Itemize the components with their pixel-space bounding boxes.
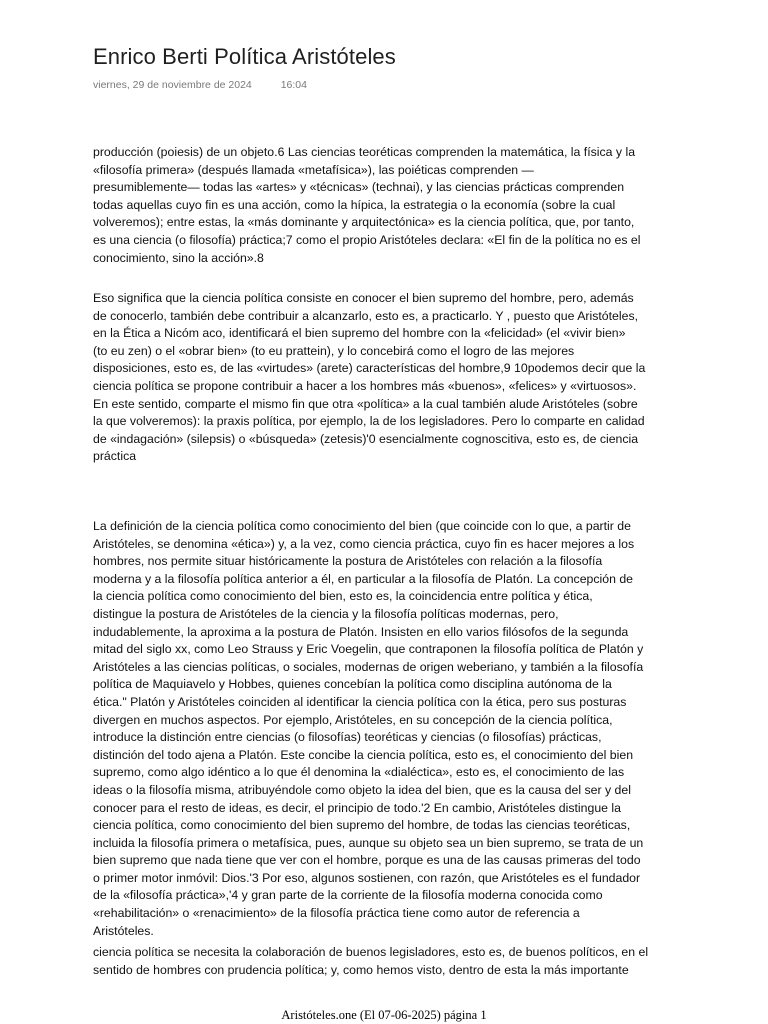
text-line: todas aquellas cuyo fin es una acción, como la hípica, la estrategia o la economía (sobre la cual bbox=[93, 197, 616, 212]
text-line: «filosofía primera» (después llamada «metafísica»), las poiéticas comprenden — bbox=[93, 162, 534, 177]
text-line: es una ciencia (o filosofía) práctica;7 como el propio Aristóteles declara: «El fin de la política no es el bbox=[93, 232, 641, 247]
paragraph-4 bbox=[93, 944, 679, 979]
text-line: distinción del todo ajena a Platón. Este concibe la ciencia política, esto es, el conocimiento del bien bbox=[93, 747, 634, 762]
paragraph-2 bbox=[93, 290, 679, 466]
text-line: Eso significa que la ciencia política consiste en conocer el bien supremo del hombre, pero, además bbox=[93, 291, 634, 305]
text-line: conocimiento, sino la acción».8 bbox=[93, 250, 264, 265]
text-line: de «indagación» (silepsis) o «búsqueda» (zetesis)'0 esencialmente cognoscitiva, esto es, de ciencia bbox=[93, 431, 639, 446]
text-line: Aristóteles. bbox=[93, 923, 154, 938]
text-line: la que volveremos): la praxis política, por ejemplo, la de los legisladores. Pero lo comparte en calidad bbox=[93, 414, 645, 429]
text-line: indudablemente, la aproxima a la postura de Platón. Insisten en ello varios filósofos de la segunda bbox=[93, 624, 629, 639]
text-line: mitad del siglo xx, como Leo Strauss y Eric Voegelin, que contraponen la filosofía política de Platón y bbox=[93, 642, 644, 657]
text-line: ciencia política se necesita la colaboración de buenos legisladores, esto es, de buenos políticos, en el bbox=[93, 945, 649, 959]
text-line: ética." Platón y Aristóteles coinciden al identificar la ciencia política con la ética, pero sus posturas bbox=[93, 694, 627, 709]
text-line: ciencia política se propone contribuir a hacer a los hombres más «buenos», «felices» y «virtuosos». bbox=[93, 378, 637, 393]
paragraph-3 bbox=[93, 518, 679, 940]
text-line: (to eu zen) o el «obrar bien» (to eu prattein), y lo concebirá como el logro de las mejores bbox=[93, 343, 575, 358]
text-line: conocer para el resto de ideas, es decir, el principio de todo.'2 En cambio, Aristóteles distingue la bbox=[93, 800, 622, 815]
text-line: práctica bbox=[93, 449, 137, 464]
text-line: supremo, como algo idéntico a lo que él denomina la «dialéctica», esto es, el conocimiento de las bbox=[93, 765, 625, 780]
text-line: divergen en muchos aspectos. Por ejemplo, Aristóteles, en su concepción de la ciencia política, bbox=[93, 712, 613, 727]
text-line: volveremos); entre estas, la «más dominante y arquitectónica» es la ciencia política, que, por tanto, bbox=[93, 215, 635, 230]
page-date: viernes, 29 de noviembre de 2024 bbox=[93, 79, 252, 91]
page-title: Enrico Berti Política Aristóteles bbox=[93, 44, 396, 69]
text-line: La definición de la ciencia política como conocimiento del bien (que coincide con lo que, a partir de bbox=[93, 519, 631, 533]
text-line: disposiciones, esto es, de las «virtudes» (arete) características del hombre,9 10podemos decir que la bbox=[93, 361, 646, 376]
text-line: la ciencia política como conocimiento del bien, esto es, la coincidencia entre política y ética, bbox=[93, 589, 593, 604]
page-time: 16:04 bbox=[280, 79, 307, 91]
text-line: bien supremo que nada tiene que ver con el hombre, porque es una de las causas primeras del todo bbox=[93, 853, 641, 868]
text-line: incluida la filosofía primera o metafísica, pues, aunque su objeto sea un bien supremo, se trata de un bbox=[93, 835, 644, 850]
text-line: «rehabilitación» o «renacimiento» de la filosofía práctica tiene como autor de referencia a bbox=[93, 906, 580, 921]
page-footer: Aristóteles.one (El 07-06-2025) página 1 bbox=[281, 1008, 487, 1022]
text-line: introduce la distinción entre ciencias (o filosofías) teoréticas y ciencias (o filosofías) prácticas, bbox=[93, 730, 602, 745]
text-line: Aristóteles, se denomina «ética») y, a la vez, como ciencia práctica, cuyo fin es hacer mejores a los bbox=[93, 536, 635, 551]
paragraph-1 bbox=[93, 144, 679, 267]
text-line: Aristóteles a las ciencias políticas, o sociales, modernas de origen weberiano, y también a la filosofía bbox=[93, 659, 644, 674]
text-line: de la «filosofía práctica»,'4 y gran parte de la corriente de la filosofía moderna conocida como bbox=[93, 888, 603, 903]
text-line: ciencia política, como conocimiento del bien supremo del hombre, de todas las ciencias teoréticas, bbox=[93, 818, 631, 833]
text-line: política de Maquiavelo y Hobbes, quienes concebían la política como disciplina autónoma de la bbox=[93, 677, 612, 692]
text-line: distingue la postura de Aristóteles de la ciencia y la filosofía políticas modernas, pero, bbox=[93, 606, 559, 621]
text-line: en la Ética a Nicóm aco, identificará el bien supremo del hombre con la «felicidad» (el «vivir bien» bbox=[93, 326, 626, 341]
text-line: hombres, nos permite situar históricamente la postura de Aristóteles con relación a la filosofía bbox=[93, 554, 603, 569]
text-line: En este sentido, comparte el mismo fin que otra «política» a la cual también alude Aristóteles (sobre bbox=[93, 396, 638, 411]
text-line: o primer motor inmóvil: Dios.'3 Por eso, algunos sostienen, con razón, que Aristóteles es el fundador bbox=[93, 870, 641, 885]
text-line: producción (poiesis) de un objeto.6 Las ciencias teoréticas comprenden la matemática, la física y la bbox=[93, 145, 636, 159]
text-line: ideas o la filosofía misma, atribuyéndole como objeto la idea del bien, que es la causa del ser y del bbox=[93, 782, 631, 797]
text-line: moderna y a la filosofía política anterior a él, en particular a la filosofía de Platón. La concepción de bbox=[93, 571, 634, 586]
text-line: sentido de hombres con prudencia política; y, como hemos visto, dentro de esta la más importante bbox=[93, 962, 629, 977]
text-line: de conocerlo, también debe contribuir a alcanzarlo, esto es, a practicarlo. Y , puesto que Aristóteles, bbox=[93, 308, 639, 323]
text-line: presumiblemente— todas las «artes» y «técnicas» (technai), y las ciencias prácticas comprenden bbox=[93, 180, 625, 195]
page-meta bbox=[93, 79, 307, 91]
